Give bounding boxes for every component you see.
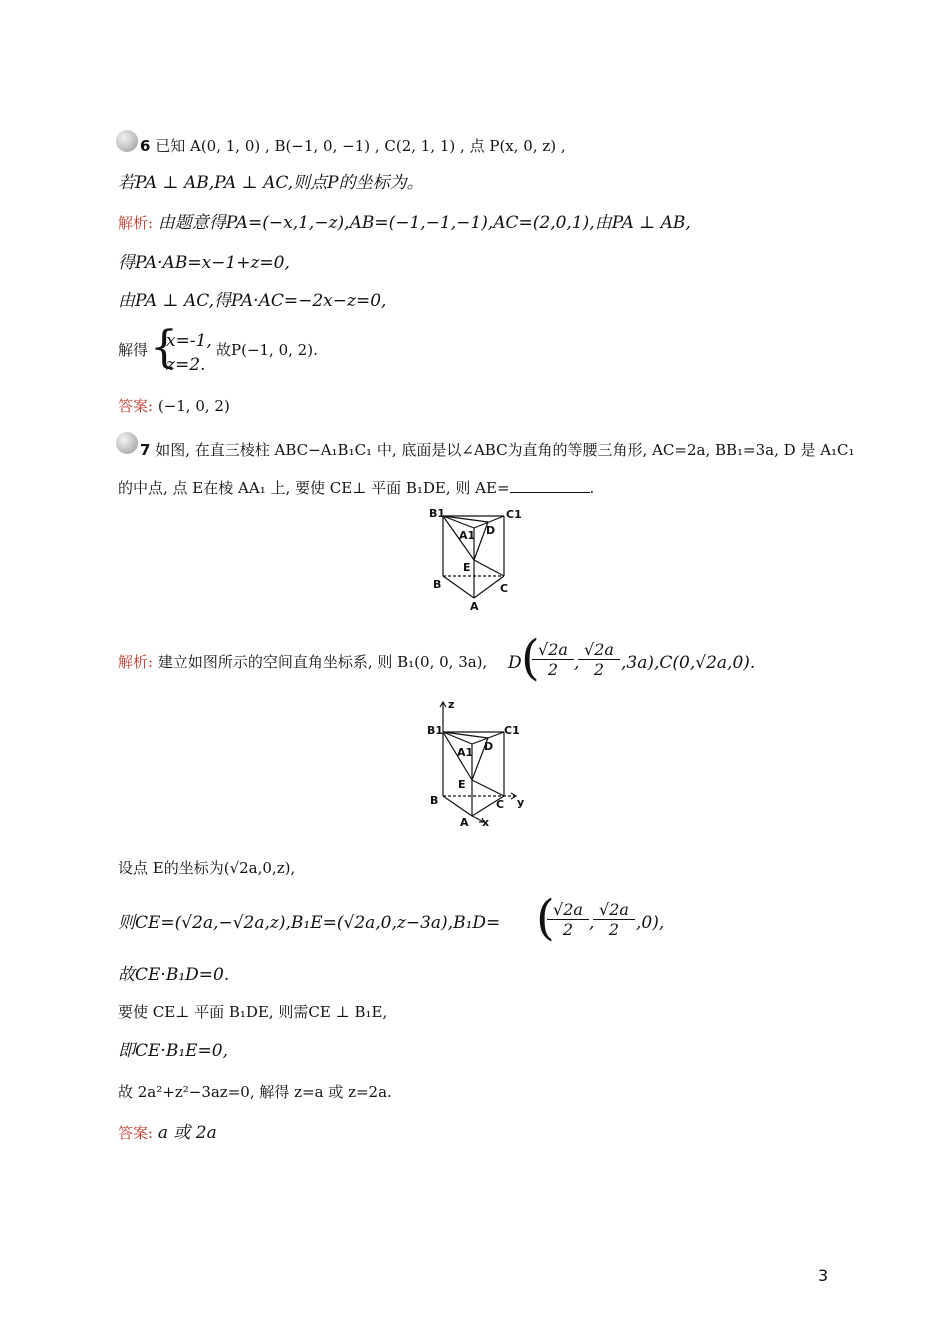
q7-stem-text: 如图, 在直三棱柱 ABC−A₁B₁C₁ 中, 底面是以∠ABC为直角的等腰三角形, AC=2a, BB₁=3a, D 是 A₁C₁ <box>155 441 855 459</box>
q6-answer-value: (−1, 0, 2) <box>157 397 230 415</box>
fig2-label-a1: A1 <box>457 746 474 759</box>
q6-stem <box>140 136 566 156</box>
fig1-label-a1: A1 <box>459 529 476 542</box>
l2-fraction-2 <box>593 900 635 939</box>
l2-fraction-1 <box>547 900 589 939</box>
q7-l1: 设点 E的坐标为(√2a,0,z), <box>118 859 296 877</box>
q7-solution-1 <box>118 652 487 672</box>
fig2-label-c: C <box>496 798 505 811</box>
edge-ba <box>443 796 472 816</box>
fig2-label-b: B <box>430 794 439 807</box>
fig1-label-c: C <box>500 582 509 595</box>
big-left-paren: ( <box>521 630 540 686</box>
edge-ba <box>443 576 474 598</box>
frac-denominator: 2 <box>547 660 559 679</box>
answer-label: 答案: <box>118 1124 154 1142</box>
q7-answer-value: a 或 2a <box>157 1123 217 1143</box>
frac-numerator: √2a <box>578 640 620 660</box>
fig2-label-c1: C1 <box>504 724 520 737</box>
q6-stem-text: 已知 A(0, 1, 0) , B(−1, 0, −1) , C(2, 1, 1) , 点 P(x, 0, z) , <box>155 137 566 155</box>
fig2-label-a: A <box>460 816 469 828</box>
fig2-label-y: y <box>517 796 525 809</box>
seg-ec <box>472 780 504 796</box>
q6-sol2: 得PA·AB=x−1+z=0, <box>118 253 290 273</box>
frac-denominator: 2 <box>562 920 574 939</box>
q6-sys2: z=2. <box>166 355 206 375</box>
q6-sys1: x=-1, <box>166 331 212 351</box>
q7-answer <box>118 1122 217 1144</box>
question-bullet-icon <box>116 130 138 152</box>
q7-stem2-a: 的中点, 点 E在棱 AA₁ 上, 要使 CE⊥ 平面 B₁DE, 则 AE= <box>118 479 510 497</box>
solution-label: 解析: <box>118 214 154 232</box>
fig1-label-e: E <box>463 561 471 574</box>
seg-ec <box>474 560 504 576</box>
system-brace: { <box>150 322 178 373</box>
q6-sol1: 由题意得PA=(−x,1,−z),AB=(−1,−1,−1),AC=(2,0,1),由PA ⊥ AB, <box>157 213 691 233</box>
frac-denominator: 2 <box>593 660 605 679</box>
prism-figure-1 <box>426 504 526 616</box>
fig1-label-d: D <box>486 524 496 537</box>
frac-numerator: √2a <box>532 640 574 660</box>
frac-numerator: √2a <box>547 900 589 920</box>
solution-label: 解析: <box>118 653 154 671</box>
q6-number: 6 <box>140 137 151 155</box>
question-bullet-icon <box>116 432 138 454</box>
q7-stem2 <box>118 478 594 498</box>
q7-stem <box>140 440 855 460</box>
q6-sol3: 由PA ⊥ AC,得PA·AC=−2x−z=0, <box>118 291 387 311</box>
sol1-fraction-1 <box>532 640 574 679</box>
q7-l4: 要使 CE⊥ 平面 B₁DE, 则需CE ⊥ B₁E, <box>118 1003 388 1021</box>
fig2-label-z: z <box>448 698 455 711</box>
prism-figure-2 <box>426 698 530 828</box>
q6-answer <box>118 396 230 416</box>
frac-numerator: √2a <box>593 900 635 920</box>
q6-solution-1 <box>118 212 691 234</box>
q7-sol1-tail: ,3a),C(0,√2a,0). <box>621 653 756 673</box>
fig2-label-e: E <box>458 778 466 791</box>
big-left-paren: ( <box>536 890 555 946</box>
q6-sol4-suffix: 故P(−1, 0, 2). <box>216 341 318 359</box>
fig1-label-c1: C1 <box>506 508 522 521</box>
q6-sol4-prefix: 解得 <box>118 341 149 359</box>
q7-sol1-text: 建立如图所示的空间直角坐标系, 则 B₁(0, 0, 3a), <box>157 653 488 671</box>
fig2-label-b1: B1 <box>427 724 444 737</box>
q7-l5: 即CE·B₁E=0, <box>118 1041 229 1061</box>
page-number: 3 <box>818 1266 829 1285</box>
q7-l6: 故 2a²+z²−3az=0, 解得 z=a 或 z=2a. <box>118 1083 392 1101</box>
q7-stem2-b: . <box>589 479 595 497</box>
fig2-label-d: D <box>484 740 494 753</box>
fig1-label-b1: B1 <box>429 507 446 520</box>
q7-sol1-d: D <box>508 653 522 673</box>
frac-denominator: 2 <box>608 920 620 939</box>
frac-comma: , <box>574 653 580 673</box>
sol1-fraction-2 <box>578 640 620 679</box>
q7-number: 7 <box>140 441 151 459</box>
q7-l3: 故CE·B₁D=0. <box>118 965 230 985</box>
q6-line2: 若PA ⊥ AB,PA ⊥ AC,则点P的坐标为。 <box>118 173 424 193</box>
fig1-label-b: B <box>433 578 442 591</box>
q7-l2-tail: ,0), <box>636 913 665 933</box>
answer-blank <box>510 478 590 493</box>
q7-l2: 则CE=(√2a,−√2a,z),B₁E=(√2a,0,z−3a),B₁D= <box>118 913 501 933</box>
frac-comma: , <box>589 913 595 933</box>
fig1-label-a: A <box>470 600 479 613</box>
answer-label: 答案: <box>118 397 154 415</box>
fig2-label-x: x <box>482 816 490 828</box>
